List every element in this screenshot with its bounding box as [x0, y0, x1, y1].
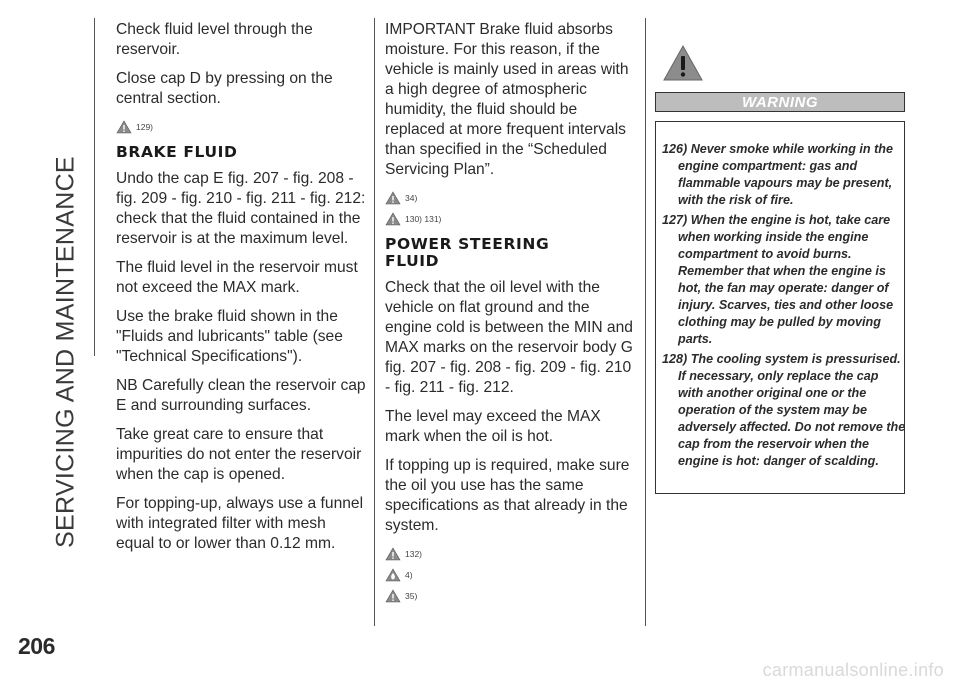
reference-number: 130) 131) — [405, 214, 442, 224]
paragraph: The level may exceed the MAX mark when the oil is hot. — [385, 408, 601, 445]
paragraph: NB Carefully clean the reservoir cap E and surrounding surfaces. — [116, 377, 366, 414]
caution-triangle-icon — [385, 589, 401, 603]
paragraph: If topping up is required, make sure the oil you use has the same specifications as that already in the system. — [385, 457, 630, 534]
caution-reference — [385, 587, 635, 605]
column-divider-2 — [645, 18, 646, 626]
warning-list — [662, 141, 906, 473]
section-title-text: SERVICING AND MAINTENANCE — [51, 156, 80, 548]
column-2 — [385, 20, 635, 608]
warning-reference — [385, 210, 635, 228]
environment-reference — [385, 566, 635, 584]
reference-number: 35) — [405, 591, 418, 601]
warning-reference — [385, 545, 635, 563]
column-1 — [116, 20, 366, 563]
page-number: 206 — [18, 633, 55, 659]
side-divider — [94, 18, 95, 356]
caution-triangle-icon — [385, 191, 401, 205]
paragraph: Check that the oil level with the vehicle on flat ground and the engine cold is between the MIN and MAX marks on the reservoir body G fig. 207 - fig. 208 - fig. 209 - fig. 210 - fig. 211 - fig. 212. — [385, 279, 633, 396]
paragraph: Use the brake fluid shown in the "Fluids and lubricants" table (see "Technical Specifications"). — [116, 308, 343, 365]
warning-triangle-icon — [116, 120, 132, 134]
warning-item: 126) Never smoke while working in the engine compartment: gas and flammable vapours may be present, with the risk of fire. — [662, 142, 893, 207]
watermark: carmanualsonline.info — [762, 660, 944, 680]
paragraph: IMPORTANT Brake fluid absorbs moisture. For this reason, if the vehicle is mainly used in areas with a high degree of atmospheric humidity, the fluid should be replaced at more frequent intervals than specified in the “Scheduled Servicing Plan”. — [385, 21, 629, 178]
warning-triangle-icon — [662, 44, 704, 82]
warning-item: 127) When the engine is hot, take care when working inside the engine compartment to avoid burns. Remember that when the engine is hot, the fan may operate: danger of injury. Scarves, ties and other loose clothing may be pulled by moving parts. — [662, 213, 894, 346]
warning-triangle-icon — [385, 212, 401, 226]
section-heading: BRAKE FLUID — [116, 143, 238, 161]
paragraph: For topping-up, always use a funnel with integrated filter with mesh equal to or lower than 0.12 mm. — [116, 495, 364, 552]
warning-title: WARNING — [742, 93, 818, 111]
paragraph: The fluid level in the reservoir must not exceed the MAX mark. — [116, 259, 358, 296]
paragraph: Check fluid level through the reservoir. — [116, 21, 313, 58]
reference-number: 129) — [136, 122, 154, 132]
caution-reference — [385, 189, 635, 207]
section-heading: POWER STEERING FLUID — [385, 235, 550, 270]
warning-reference — [116, 118, 366, 136]
warning-item: 128) The cooling system is pressurised. If necessary, only replace the cap with another original one or the operation of the system may be adversely affected. Do not remove the cap from the reservoir when the engine is hot: danger of scalding. — [662, 352, 906, 468]
warning-banner — [655, 92, 905, 112]
paragraph: Close cap D by pressing on the central section. — [116, 70, 333, 107]
warning-triangle-icon — [385, 547, 401, 561]
reference-number: 132) — [405, 549, 423, 559]
paragraph: Undo the cap E fig. 207 - fig. 208 - fig. 209 - fig. 210 - fig. 211 - fig. 212: check that the fluid contained in the reservoir is at the maximum level. — [116, 170, 366, 247]
column-divider-1 — [374, 18, 375, 626]
environment-leaf-icon — [385, 568, 401, 582]
reference-number: 4) — [405, 570, 413, 580]
reference-number: 34) — [405, 193, 418, 203]
paragraph: Take great care to ensure that impurities do not enter the reservoir when the cap is opened. — [116, 426, 362, 483]
